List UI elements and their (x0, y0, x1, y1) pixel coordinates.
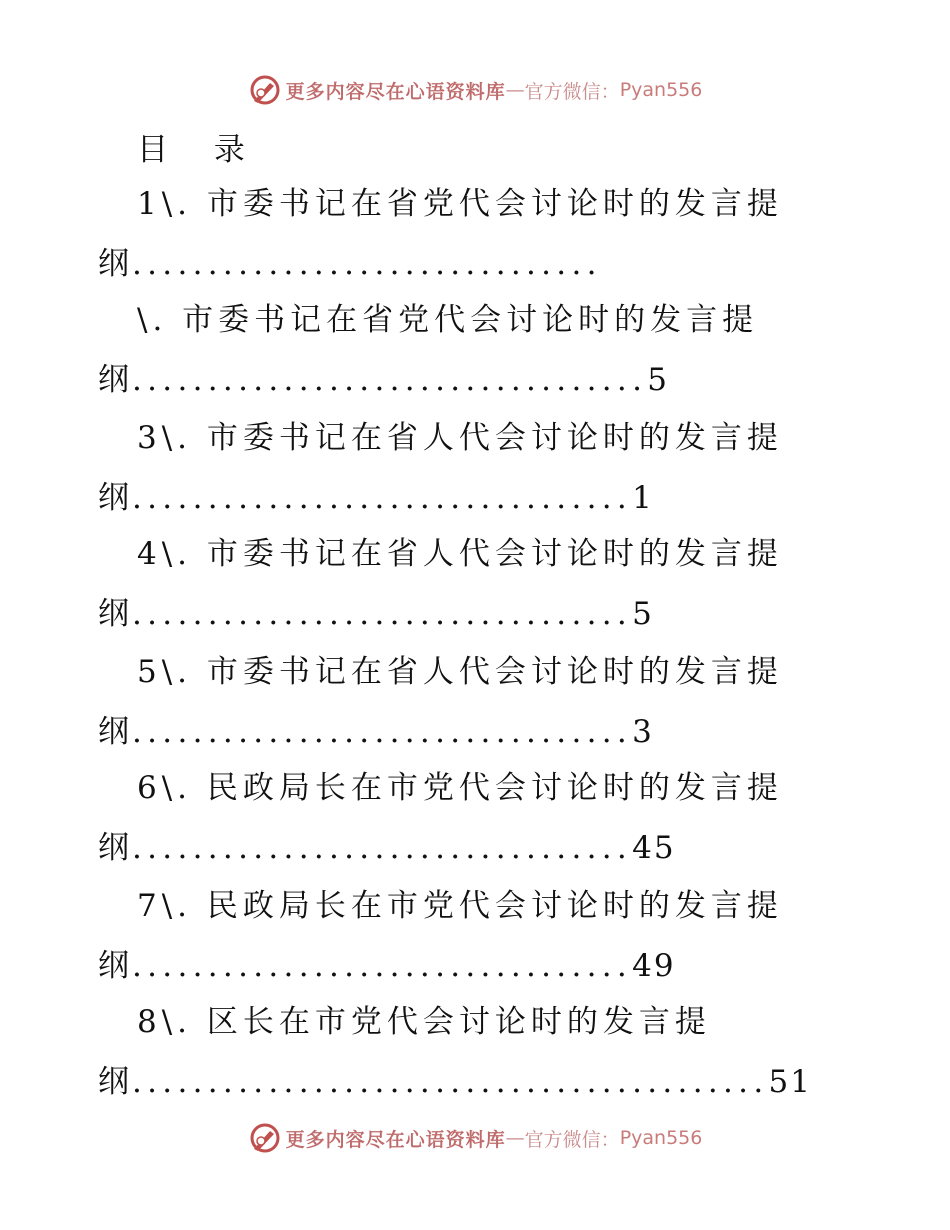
pen-logo-icon (248, 73, 282, 107)
toc-entry-2-leader-line (98, 360, 669, 400)
toc-entry-5-tail: 纲 (98, 714, 132, 750)
toc-entry-3-leader-line (98, 478, 654, 518)
toc-entry-8-leader: .......................................... (132, 1064, 769, 1100)
toc-entry-8-page: 51 (768, 1064, 812, 1100)
toc-entry-2-leader: .................................. (132, 362, 648, 398)
toc-entry-2-page: 5 (647, 362, 669, 398)
banner-separator: — (505, 79, 525, 101)
toc-entry-6-tail: 纲 (98, 830, 132, 866)
toc-entry-7-leader-line (98, 946, 676, 986)
toc-entry-2-tail: 纲 (98, 362, 132, 398)
banner-brand: 更多内容尽在心语资料库 (285, 80, 506, 103)
toc-entry-1-tail: 纲 (98, 246, 132, 282)
banner-contact-label: 官方微信： (524, 1128, 620, 1151)
toc-entry-1-leader-line (98, 244, 602, 284)
toc-entry-3-title: 3\. 市委书记在省人代会讨论时的发言提 (137, 420, 783, 456)
toc-entry-5-leader-line (98, 712, 654, 752)
toc-entry-7-tail: 纲 (98, 948, 132, 984)
toc-entry-6-page: 45 (632, 830, 676, 866)
toc-entry-5-leader: ................................. (132, 714, 633, 750)
toc-entry-4-leader: ................................. (132, 596, 633, 632)
toc-entry-4-tail: 纲 (98, 596, 132, 632)
toc-entry-7-page: 49 (632, 948, 676, 984)
toc-entry-4-title: 4\. 市委书记在省人代会讨论时的发言提 (137, 536, 783, 572)
toc-entry-8-leader-line (98, 1062, 812, 1102)
toc-entry-7-title: 7\. 民政局长在市党代会讨论时的发言提 (137, 888, 783, 924)
toc-entry-4-page: 5 (632, 596, 654, 632)
toc-entry-6-leader-line (98, 828, 676, 868)
toc-entry-8-tail: 纲 (98, 1064, 132, 1100)
toc-entry-3-page: 1 (632, 480, 654, 516)
toc-entry-4-leader-line (98, 594, 654, 634)
toc-entry-6-leader: ................................. (132, 830, 633, 866)
toc-entry-6-title: 6\. 民政局长在市党代会讨论时的发言提 (137, 770, 783, 806)
banner-brand: 更多内容尽在心语资料库 (285, 1128, 506, 1151)
toc-entry-3-leader: ................................. (132, 480, 633, 516)
toc-entry-8-title: 8\. 区长在市党代会讨论时的发言提 (137, 1004, 711, 1040)
banner-contact-id: Pyan556 (619, 1127, 703, 1149)
header-watermark (0, 70, 950, 110)
banner-contact-id: Pyan556 (619, 79, 703, 101)
toc-entry-1-title: 1\. 市委书记在省党代会讨论时的发言提 (137, 186, 783, 222)
toc-entry-1-leader: ............................... (132, 246, 602, 282)
pen-logo-icon (248, 1121, 282, 1155)
toc-entry-2-title: \. 市委书记在省党代会讨论时的发言提 (137, 302, 759, 338)
toc-entry-7-leader: ................................. (132, 948, 633, 984)
banner-contact-label: 官方微信： (524, 80, 620, 103)
footer-watermark (0, 1118, 950, 1158)
toc-entry-3-tail: 纲 (98, 480, 132, 516)
toc-entry-5-page: 3 (632, 714, 654, 750)
toc-heading: 目 录 (137, 132, 263, 168)
banner-separator: — (505, 1127, 525, 1149)
toc-entry-5-title: 5\. 市委书记在省人代会讨论时的发言提 (137, 654, 783, 690)
